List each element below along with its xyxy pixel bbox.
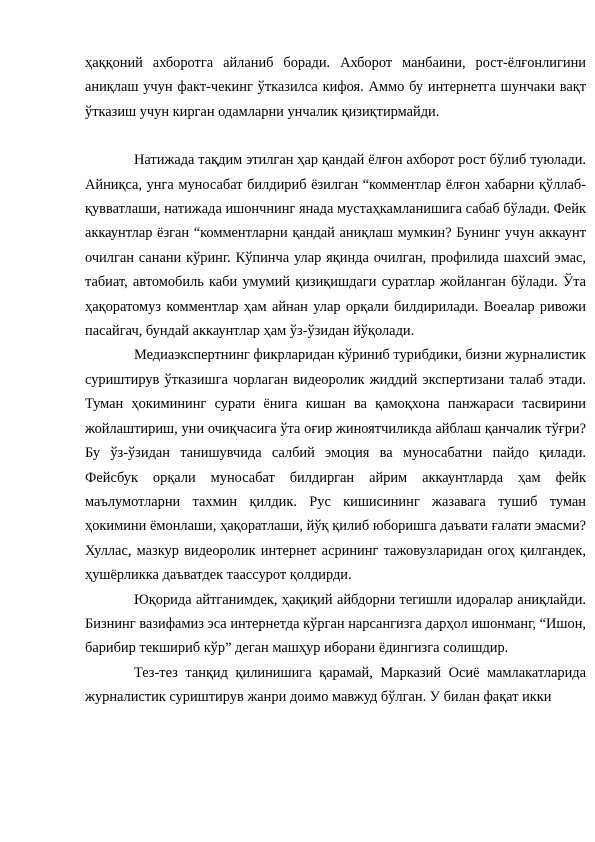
paragraph-gap (85, 124, 586, 148)
paragraph-1: ҳаққоний ахборотга айланиб боради. Ахборот манбаини, рост-ёлғонлигини аниқлаш учун факт-чекинг ўтказилса кифоя. Аммо бу интернетга шунчаки вақт ўтказиш учун кирган одамларни унчалик қизиқтирмайди. (85, 55, 586, 120)
paragraph-4: Юқорида айтганимдек, ҳақиқий айбдорни тегишли идоралар аниқлайди. Бизнинг вазифамиз эса интернетда кўрган нарсангизга дарҳол ишонманг, “Ишон, барибир текшириб кўр” деган машҳур иборани ёдингизга солишдир. (85, 591, 586, 657)
paragraph-3: Медиаэкспертнинг фикрларидан кўриниб турибдики, бизни журналистик суриштирув ўтказишга чорлаган видеоролик жиддий экспертизани талаб этади. Туман ҳокимининг сурати ёнига кишан ва қамоқхона панжараси тасвирини жойлаштириш, уни очиқчасига ўта оғир жиноятчиликда айблаш қанчалик тўғри? Бу ўз-ўзидан танишувчида салбий эмоция ва муносабатни пайдо қилади. Фейсбук орқали муносабат билдирган айрим аккаунтларда ҳам фейк маълумотларни тахмин қилдик. Рус кишисининг жазавага тушиб туман ҳокимини ёмонлаши, ҳақоратлаши, йўқ қилиб юборишга даъвати ғалати эмасми? Хуллас, мазкур видеоролик интернет асрининг тажовузларидан огоҳ қилгандек, ҳушёрликка даъватдек таассурот қолдирди. (85, 347, 586, 584)
paragraph-5: Тез-тез танқид қилинишига қарамай, Марказий Осиё мамлакатларида журналистик суриштирув жанри доимо мавжуд бўлган. У билан фақат икки (85, 664, 586, 706)
document-page (85, 51, 586, 710)
paragraph-2: Натижада тақдим этилган ҳар қандай ёлғон ахборот рост бўлиб туюлади. Айниқса, унга муносабат билдириб ёзилган “комментлар ёлғон хабарни қўллаб-қувватлаши, натижада ишончнинг янада мустаҳкамланишига сабаб бўлади. Фейк аккаунтлар ёзган “комментларни қандай аниқлаш мумкин? Бунинг учун аккаунт очилган санани кўринг. Кўпинча улар яқинда очилган, профилида шахсий эмас, табиат, автомобиль каби умумий қизиқишдаги суратлар жойланган бўлади. Ўта ҳақоратомуз комментлар ҳам айнан улар орқали билдирилади. Воеалар ривожи пасайгач, бундай аккаунтлар ҳам ўз-ўзидан йўқолади. (85, 152, 586, 340)
